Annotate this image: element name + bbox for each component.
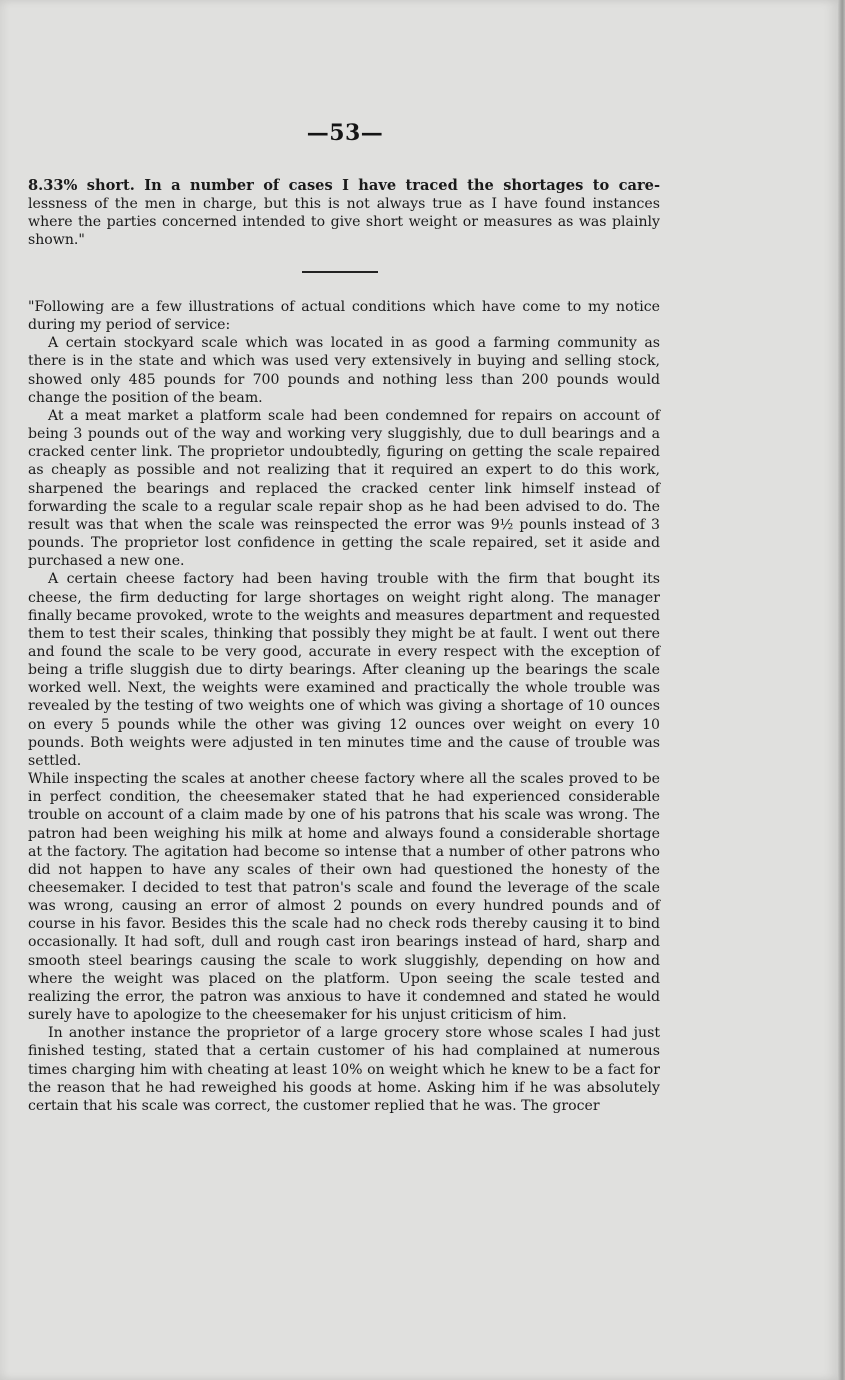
lead-bold-text: 8.33% short. In a number of cases I have traced the shortages to care- bbox=[28, 177, 660, 194]
paragraph-meat-market: At a meat market a platform scale had been condemned for repairs on account of being 3 pounds out of the way and working very sluggishly, due to dull bearings and a cracked center link. The proprietor undoubtedly, figuring on getting the scale repaired as cheaply as possible and not realizing that it required an expert to do this work, sharpened the bearings and replaced the cracked center link himself instead of forwarding the scale to a regular scale repair shop as he had been advised to do. The result was that when the scale was reinspected the error was 9½ pounls instead of 3 pounds. The proprietor lost confidence in getting the scale repaired, set it aside and purchased a new one. bbox=[28, 407, 660, 570]
section-divider bbox=[302, 271, 378, 273]
paragraph-stockyard-scale: A certain stockyard scale which was located in as good a farming community as there is in the state and which was used very extensively in buying and selling stock, showed only 485 pounds for 700 pounds and nothing less than 200 pounds would change the position of the beam. bbox=[28, 335, 660, 406]
paragraph-patron-scale: While inspecting the scales at another cheese factory where all the scales proved to be in perfect condition, the cheesemaker stated that he had experienced considerable trouble on account of a claim made by one of his patrons that his scale was wrong. The patron had been weighing his milk at home and always found a considerable shortage at the factory. The agitation had become so intense that a number of other patrons who did not happen to have any scales of their own had questioned the honesty of the cheesemaker. I decided to test that patron's scale and found the leverage of the scale was wrong, causing an error of almost 2 pounds on every hundred pounds and of course in his favor. Besides this the scale had no check rods thereby causing it to bind occasionally. It had soft, dull and rough cast iron bearings instead of hard, sharp and smooth steel bearings causing the scale to work sluggishly, depending on how and where the weight was placed on the platform. Upon seeing the scale tested and realizing the error, the patron was anxious to have it condemned and stated he would surely have to apologize to the cheesemaker for his unjust criticism of him. bbox=[28, 771, 660, 1024]
paragraph-cheese-factory: A certain cheese factory had been having trouble with the firm that bought its cheese, the firm deducting for large shortages on weight right along. The manager finally became provoked, wrote to the weights and measures department and requested them to test their scales, thinking that possibly they might be at fault. I went out there and found the scale to be very good, accurate in every respect with the exception of being a trifle sluggish due to dirty bearings. After cleaning up the bearings the scale worked well. Next, the weights were examined and practically the whole trouble was revealed by the testing of two weights one of which was giving a shortage of 10 ounces on every 5 pounds while the other was giving 12 ounces over weight on every 10 pounds. Both weights were adjusted in ten minutes time and the cause of trouble was settled. bbox=[28, 571, 660, 769]
page-number: —53— bbox=[306, 120, 384, 146]
continued-paragraph bbox=[28, 177, 660, 250]
lead-paragraph bbox=[28, 177, 660, 250]
paragraph-intro: "Following are a few illustrations of actual conditions which have come to my notice during my period of service: bbox=[28, 299, 660, 334]
body-text bbox=[28, 298, 660, 1115]
lead-rest-text: lessness of the men in charge, but this is not always true as I have found instances where the parties concerned intended to give short weight or measures as was plainly shown." bbox=[28, 196, 660, 249]
page-edge bbox=[838, 0, 845, 1380]
paragraph-grocery-store: In another instance the proprietor of a large grocery store whose scales I had just finished testing, stated that a certain customer of his had complained at numerous times charging him with cheating at least 10% on weight which he knew to be a fact for the reason that he had reweighed his goods at home. Asking him if he was absolutely certain that his scale was correct, the customer replied that he was. The grocer bbox=[28, 1025, 660, 1114]
